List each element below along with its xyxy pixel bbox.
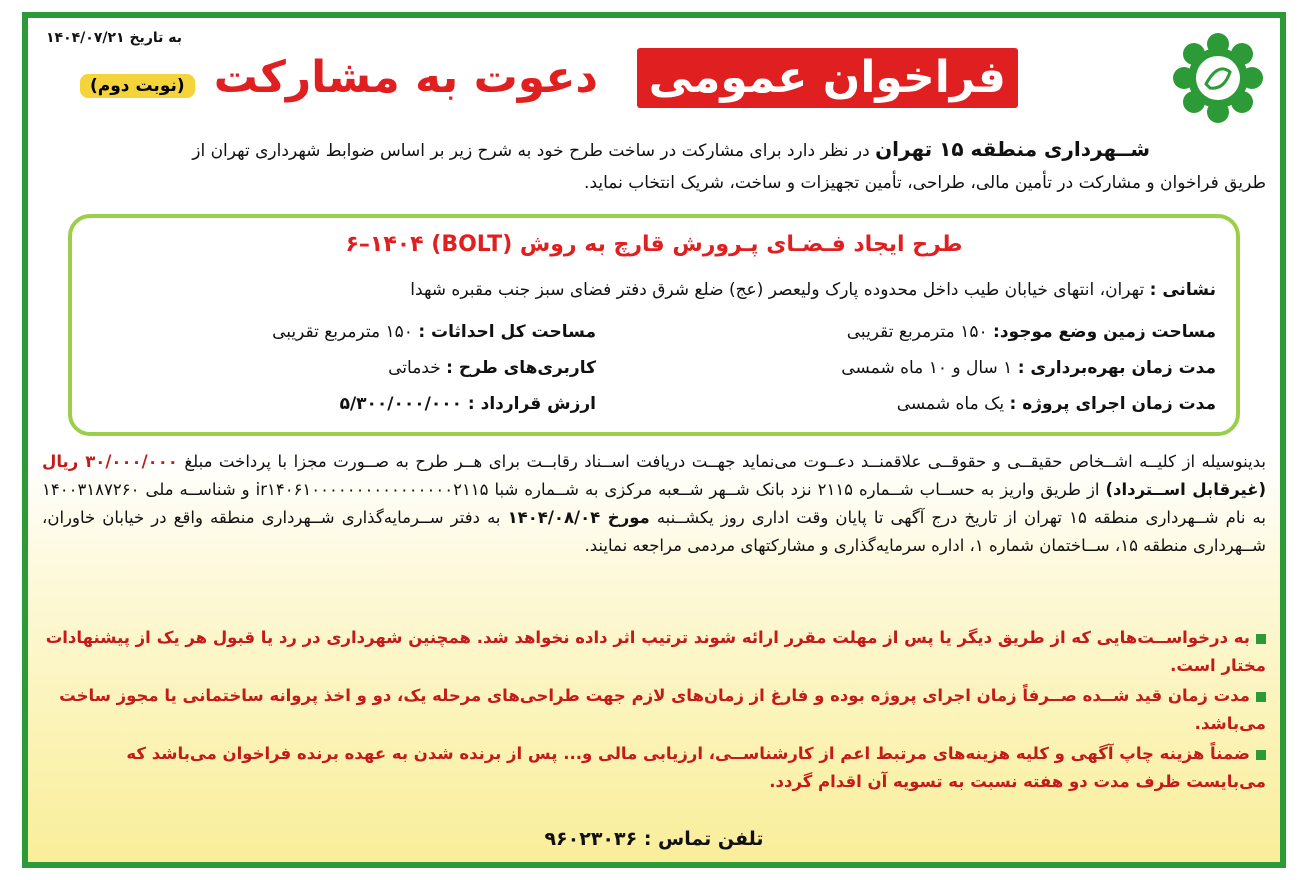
- contact-phone: تلفن تماس : ۹۶۰۲۳۰۳۶: [544, 828, 764, 850]
- project-box: طرح ایجاد فـضـای پـرورش قارچ به روش (BOLT) ۶–۱۴۰۴ نشانی : تهران، انتهای خیابان طیب داخل محدوده پارک ولیعصر (عج) ضلع شرق دفتر فضای سبز جنب مقبره شهدا مساحت زمین وضع موجود: ۱۵۰ مترمربع تقریبی مساحت کل احداثات : ۱۵۰ مترمربع تقریبی مدت زمان بهره‌برداری : ۱ سال و ۱۰ ماه شمسی کاربری‌های طرح : خدماتی مدت زمان اجرای پروژه : یک ماه شمسی ارزش قرارداد : ۵/۳۰۰/۰۰۰/۰۰۰: [68, 214, 1240, 436]
- advertisement-frame: [22, 12, 1286, 868]
- intro-line-2: طریق فراخوان و مشارکت در تأمین مالی، طراحی، تأمین تجهیزات و ساخت، شریک انتخاب نماید.: [584, 173, 1266, 193]
- note-item: مدت زمان قید شــده صــرفاً زمان اجرای پروژه بوده و فارغ از زمان‌های لازم جهت طراحی‌های مرحله یک، دو و اخذ پروانه ساختمانی یا مجوز ساخت می‌باشد.: [59, 686, 1266, 733]
- org-name: شــهرداری منطقه ۱۵ تهران: [875, 137, 1150, 161]
- bullet-icon: [1256, 634, 1266, 644]
- ad-date: به تاریخ ۱۴۰۴/۰۷/۲۱: [46, 30, 183, 46]
- notes-list: [42, 624, 1266, 798]
- project-title: طرح ایجاد فـضـای پـرورش قارچ به روش (BOLT) ۶–۱۴۰۴: [345, 232, 963, 257]
- round-badge: (نوبت دوم): [80, 74, 195, 98]
- title-highlight: فراخوان عمومی: [637, 48, 1018, 108]
- note-item: ضمناً هزینه چاپ آگهی و کلیه هزینه‌های مرتبط اعم از کارشناســی، ارزیابی مالی و... پس از برنده شدن به عهده برنده فراخوان می‌باشد که می‌بایست ظرف مدت دو هفته نسبت به تسویه آن اقدام گردد.: [126, 744, 1266, 791]
- body-paragraph: بدینوسیله از کلیــه اشــخاص حقیقــی و حقوقــی علاقمنــد دعــوت می‌نماید جهــت دریافت اســناد رقابــت برای هــر طرح به صــورت مجزا با پرداخت مبلغ ۳۰/۰۰۰/۰۰۰ ریال (غیرقابل اســترداد) از طریق واریز به حســاب شــماره ۲۱۱۵ نزد بانک شــهر شــعبه مرکزی به شــماره شبا ir۱۴۰۶۱۰۰۰۰۰۰۰۰۰۰۰۰۰۰۰۰۲۱۱۵ و شناســه ملی ۱۴۰۰۳۱۸۷۲۶۰ به نام شــهرداری منطقه ۱۵ تهران از تاریخ درج آگهی تا پایان وقت اداری روز یکشــنبه مورخ ۱۴۰۴/۰۸/۰۴ به دفتر ســرمایه‌گذاری شــهرداری منطقه واقع در خیابان خاوران، شــهرداری منطقه ۱۵، ســاختمان شماره ۱، اداره سرمایه‌گذاری و مشارکتهای مردمی مراجعه نمایند.: [42, 452, 1267, 555]
- title-rest: دعوت به مشارکت: [213, 52, 598, 103]
- note-item: به درخواســت‌هایی که از طریق دیگر یا پس از مهلت مقرر ارائه شوند ترتیب اثر داده نخواهد شد. همچنین شهرداری در رد یا قبول هر یک از پیشنهادات مختار است.: [45, 628, 1266, 675]
- intro-line-1: شــهرداری منطقه ۱۵ تهران در نظر دارد برای مشارکت در ساخت طرح خود به شرح زیر بر اساس ضوابط شهرداری تهران از: [192, 137, 1150, 161]
- ad-title: [213, 48, 1018, 112]
- bullet-icon: [1256, 750, 1266, 760]
- tehran-municipality-logo: [1172, 32, 1264, 124]
- bullet-icon: [1256, 692, 1266, 702]
